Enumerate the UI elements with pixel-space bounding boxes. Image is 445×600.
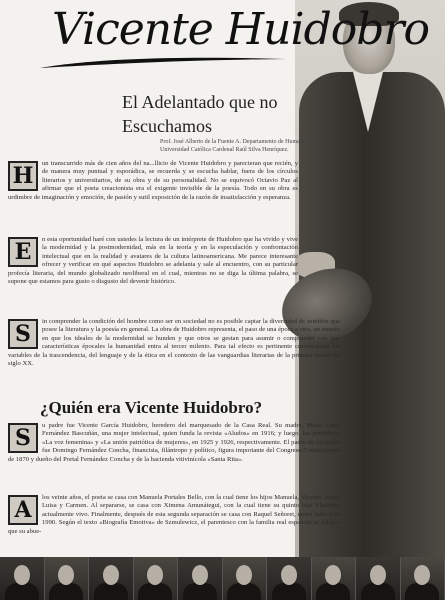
drop-cap: A [8,495,38,525]
paragraph-text: n esta oportunidad haré con ustedes la lectura de un intérprete de Huidobro que ha vivido y vive la modernidad y la postmodernidad, más en la teoría y en la especulación y confrontación intelectual que en la realidad y avatares de la cultura latinoamericana. Me parece interesante ofrecer y verificar en qué aspectos Huidobro se adelanta y sale al encuentro, con su particular profecía literaria, del mundo globalizado neoliberal en el cual, mientras no se diga la última palabra, se supone que estamos para gusto o disgusto del devenir histórico. [8,236,298,286]
bio-paragraph-1 [8,422,340,464]
section-heading: ¿Quién era Vicente Huidobro? [40,398,263,417]
bio-paragraph-2 [8,494,340,536]
filmstrip-photo [267,557,312,600]
title-swoosh [38,56,288,70]
paragraph-text: u padre fue Vicente García Huidobro, heredero del marquesado de la Casa Real. Su madre, María Luisa Fernández Bascuñán, una mujer intelectual, quien funda la revista «Aludos» en 1916; y luego, los periódicos «La voz femenina» y «La unión patriótica de mujeres», en 1925 y 1926, respectivamente. El padre de su madre fue Domingo Fernández Concha, financista, filántropo y político, figura importante del Congreso Constituyente de 1870 y dueño del Portal Fernández Concha y de la hacienda vitivinícola «Santa Rita». [8,422,340,463]
filmstrip-photo [45,557,90,600]
filmstrip-photo [223,557,268,600]
paragraph-text: in comprender la condición del hombre como ser en sociedad no es posible captar la diversidad de sentidos que posee la literatura y la poesía en general. La obra de Huidobro representa, el paso de una época a otra, un mundo en que los ideales de la modernidad se hunden y que otros se gestan para asumir o comprender con qué características épocales la humanidad entra al tercer milenio. Para tal efecto es pertinente correlacionar las variables de la trascendencia, del lenguaje y de la ética en el contexto de las vanguardias literarias de la primera mitad del siglo XX. [8,318,340,368]
drop-cap: S [8,423,38,453]
filmstrip-photo [312,557,357,600]
intro-paragraph-2 [8,236,298,286]
paragraph-text: los veinte años, el poeta se casa con Manuela Portales Bello, con la cual tiene los hijos Manuela, Vicente, María Luisa y Carmen. Al separarse, se casa con Ximena Amunátegui, con la cual tiene su quinto hijo Vladimir, actualmente vivo. Finalmente, después de esta segunda separación se casa con Raquel Señoret, quien fallece en 1990. Según el texto «Biografía Emotiva» de Szmulewicz, el parentesco con la familia real española se debía a que su abue- [8,494,340,535]
intro-paragraph-3 [8,318,340,368]
filmstrip-photo [89,557,134,600]
filmstrip-photo [401,557,445,600]
paragraph-text: un transcurrido más de cien años del na...llicio de Vicente Huidobro y parecieran que recién, y de manera muy puntual y esporádica, se recuerda y se escucha hablar, fuera de los círculos literarios y universitarios, de su obra y de su personalidad. No se equivocó Octavio Paz al afirmar que el poeta creacionista era el exigente invisible de la poesía. Todo en su obra es urdimbre de imaginación y emoción, de pasión y sutil exposición de la razón de insatisfacción y esperanza. [8,160,298,201]
drop-cap: E [8,237,38,267]
portrait-filmstrip [0,557,445,600]
article-subtitle: El Adelantado que no Escuchamos [122,92,278,136]
filmstrip-photo [134,557,179,600]
filmstrip-photo [0,557,45,600]
drop-cap: H [8,161,38,191]
filmstrip-photo [178,557,223,600]
drop-cap: S [8,319,38,349]
page-title: Vicente Huidobro [52,4,429,55]
filmstrip-photo [356,557,401,600]
intro-paragraph-1 [8,160,298,202]
article-author: Prof. José Alberto de la Fuente A. Departamento de Humanidades. Universidad Católica Cardenal Raúl Silva Henríquez. [160,139,320,153]
portrait-photo [295,0,445,558]
